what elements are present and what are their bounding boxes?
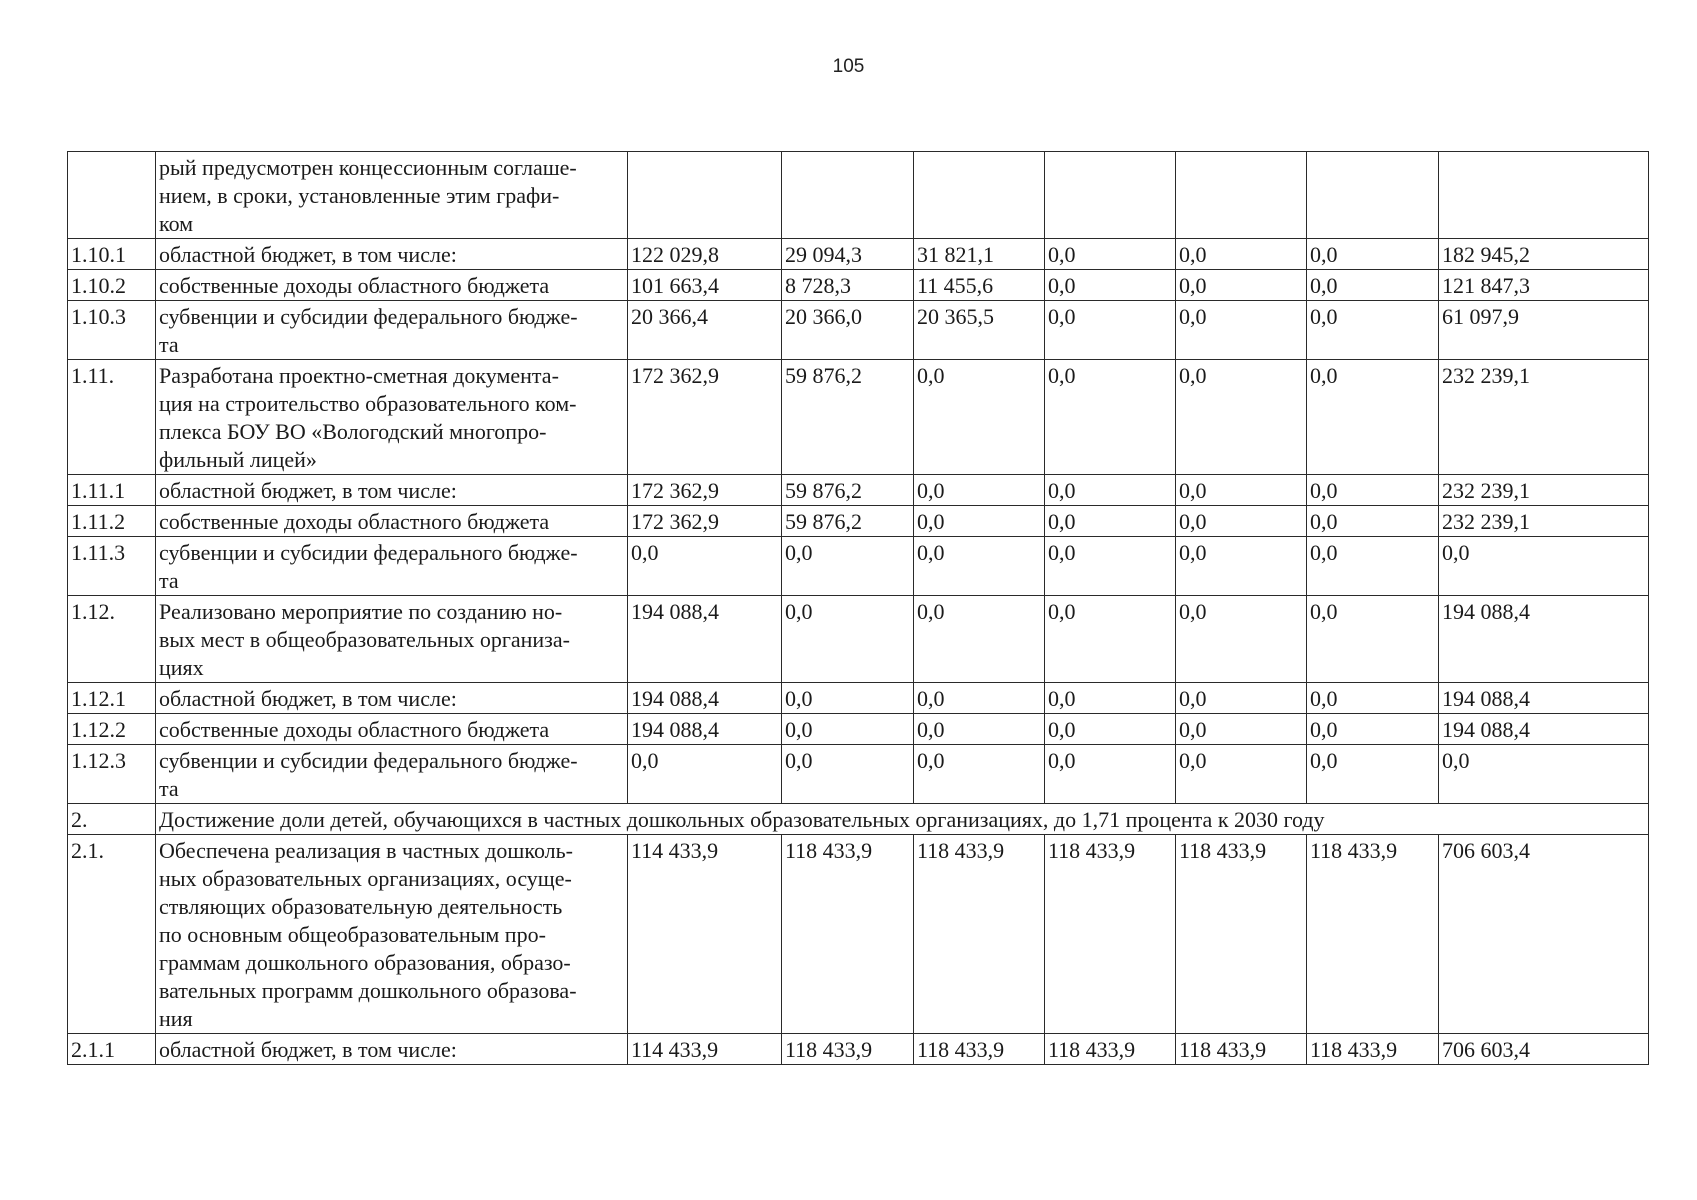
value-cell: 706 603,4 xyxy=(1439,1034,1649,1065)
value-cell: 0,0 xyxy=(1045,301,1176,360)
value-cell: 59 876,2 xyxy=(782,506,914,537)
row-code: 1.11.1 xyxy=(68,475,156,506)
value-cell: 118 433,9 xyxy=(782,1034,914,1065)
description-line: вательных программ дошкольного образова- xyxy=(159,978,577,1003)
description-line: областной бюджет, в том числе: xyxy=(159,242,457,267)
description-line: субвенции и субсидии федерального бюдже- xyxy=(159,748,578,773)
description-line: собственные доходы областного бюджета xyxy=(159,717,550,742)
value-cell: 118 433,9 xyxy=(1307,835,1439,1034)
value-cell xyxy=(628,152,782,239)
description-line: Разработана проектно-сметная документа- xyxy=(159,363,559,388)
row-code: 1.12.1 xyxy=(68,683,156,714)
row-code: 1.10.3 xyxy=(68,301,156,360)
value-cell: 118 433,9 xyxy=(914,835,1045,1034)
value-cell: 11 455,6 xyxy=(914,270,1045,301)
value-cell: 118 433,9 xyxy=(1307,1034,1439,1065)
value-cell: 0,0 xyxy=(914,537,1045,596)
value-cell: 114 433,9 xyxy=(628,1034,782,1065)
description-line: ных образовательных организациях, осуще- xyxy=(159,866,572,891)
table-row xyxy=(68,683,1649,714)
value-cell: 194 088,4 xyxy=(628,714,782,745)
value-cell: 0,0 xyxy=(1307,506,1439,537)
row-description xyxy=(156,596,628,683)
value-cell: 121 847,3 xyxy=(1439,270,1649,301)
value-cell: 0,0 xyxy=(914,683,1045,714)
row-description xyxy=(156,475,628,506)
row-description xyxy=(156,714,628,745)
row-description xyxy=(156,152,628,239)
value-cell: 0,0 xyxy=(1307,683,1439,714)
value-cell xyxy=(914,152,1045,239)
row-code: 2.1. xyxy=(68,835,156,1034)
row-code: 1.11. xyxy=(68,360,156,475)
table-row xyxy=(68,270,1649,301)
value-cell xyxy=(782,152,914,239)
value-cell: 0,0 xyxy=(1045,683,1176,714)
row-code: 1.12. xyxy=(68,596,156,683)
value-cell: 118 433,9 xyxy=(782,835,914,1034)
value-cell: 0,0 xyxy=(1176,239,1307,270)
row-description xyxy=(156,537,628,596)
value-cell: 0,0 xyxy=(1307,745,1439,804)
value-cell: 29 094,3 xyxy=(782,239,914,270)
row-description xyxy=(156,683,628,714)
description-line: ствляющих образовательную деятельность xyxy=(159,894,563,919)
value-cell: 0,0 xyxy=(914,360,1045,475)
row-code: 2. xyxy=(68,804,156,835)
row-description xyxy=(156,239,628,270)
value-cell: 0,0 xyxy=(1439,745,1649,804)
value-cell xyxy=(1307,152,1439,239)
table-row xyxy=(68,537,1649,596)
table-row xyxy=(68,360,1649,475)
value-cell: 232 239,1 xyxy=(1439,475,1649,506)
value-cell: 194 088,4 xyxy=(628,683,782,714)
value-cell: 0,0 xyxy=(1176,537,1307,596)
description-line: та xyxy=(159,776,179,801)
value-cell: 194 088,4 xyxy=(628,596,782,683)
row-code: 2.1.1 xyxy=(68,1034,156,1065)
value-cell: 0,0 xyxy=(1176,506,1307,537)
row-description xyxy=(156,270,628,301)
description-line: собственные доходы областного бюджета xyxy=(159,509,550,534)
value-cell: 0,0 xyxy=(1307,596,1439,683)
table-row xyxy=(68,1034,1649,1065)
table-row xyxy=(68,835,1649,1034)
value-cell: 172 362,9 xyxy=(628,475,782,506)
value-cell: 194 088,4 xyxy=(1439,714,1649,745)
value-cell: 0,0 xyxy=(1307,714,1439,745)
table-row xyxy=(68,596,1649,683)
budget-table xyxy=(67,151,1649,1065)
value-cell: 182 945,2 xyxy=(1439,239,1649,270)
description-line: Реализовано мероприятие по созданию но- xyxy=(159,599,563,624)
description-line: субвенции и субсидии федерального бюдже- xyxy=(159,304,578,329)
value-cell: 20 366,4 xyxy=(628,301,782,360)
row-description xyxy=(156,745,628,804)
value-cell: 706 603,4 xyxy=(1439,835,1649,1034)
value-cell: 194 088,4 xyxy=(1439,596,1649,683)
value-cell: 0,0 xyxy=(628,537,782,596)
row-description xyxy=(156,835,628,1034)
value-cell: 0,0 xyxy=(782,596,914,683)
value-cell: 194 088,4 xyxy=(1439,683,1649,714)
value-cell: 118 433,9 xyxy=(1176,1034,1307,1065)
value-cell xyxy=(1439,152,1649,239)
row-code: 1.10.1 xyxy=(68,239,156,270)
value-cell: 118 433,9 xyxy=(1045,1034,1176,1065)
value-cell: 8 728,3 xyxy=(782,270,914,301)
value-cell: 0,0 xyxy=(1045,714,1176,745)
description-line: ком xyxy=(159,211,194,236)
value-cell: 0,0 xyxy=(1307,360,1439,475)
value-cell: 0,0 xyxy=(914,745,1045,804)
value-cell: 0,0 xyxy=(1307,475,1439,506)
row-code: 1.12.2 xyxy=(68,714,156,745)
value-cell: 0,0 xyxy=(1307,537,1439,596)
value-cell: 0,0 xyxy=(628,745,782,804)
table-row xyxy=(68,239,1649,270)
table-row xyxy=(68,714,1649,745)
value-cell: 0,0 xyxy=(1045,537,1176,596)
value-cell: 0,0 xyxy=(1307,239,1439,270)
budget-table-body xyxy=(68,152,1649,1065)
value-cell: 114 433,9 xyxy=(628,835,782,1034)
value-cell: 232 239,1 xyxy=(1439,360,1649,475)
value-cell: 122 029,8 xyxy=(628,239,782,270)
description-line: циях xyxy=(159,655,204,680)
row-description xyxy=(156,301,628,360)
section-title: Достижение доли детей, обучающихся в частных дошкольных образовательных организациях, до 1,71 процента к 2030 году xyxy=(156,804,1649,835)
row-code: 1.11.3 xyxy=(68,537,156,596)
value-cell: 232 239,1 xyxy=(1439,506,1649,537)
row-description xyxy=(156,506,628,537)
value-cell: 0,0 xyxy=(1045,506,1176,537)
value-cell: 0,0 xyxy=(914,596,1045,683)
value-cell: 20 365,5 xyxy=(914,301,1045,360)
value-cell: 118 433,9 xyxy=(1176,835,1307,1034)
value-cell: 0,0 xyxy=(1176,714,1307,745)
value-cell xyxy=(1045,152,1176,239)
table-row xyxy=(68,745,1649,804)
row-description xyxy=(156,360,628,475)
value-cell: 0,0 xyxy=(782,714,914,745)
description-line: граммам дошкольного образования, образо- xyxy=(159,950,571,975)
section-row xyxy=(68,804,1649,835)
value-cell: 0,0 xyxy=(1045,475,1176,506)
table-row xyxy=(68,152,1649,239)
description-line: Обеспечена реализация в частных дошколь- xyxy=(159,838,573,863)
value-cell: 0,0 xyxy=(1439,537,1649,596)
value-cell: 0,0 xyxy=(1176,683,1307,714)
description-line: рый предусмотрен концессионным соглаше- xyxy=(159,155,577,180)
value-cell: 0,0 xyxy=(914,506,1045,537)
value-cell: 0,0 xyxy=(914,714,1045,745)
value-cell: 0,0 xyxy=(1307,301,1439,360)
value-cell: 0,0 xyxy=(1045,596,1176,683)
description-line: субвенции и субсидии федерального бюдже- xyxy=(159,540,578,565)
value-cell: 0,0 xyxy=(1176,301,1307,360)
value-cell: 0,0 xyxy=(914,475,1045,506)
value-cell: 0,0 xyxy=(1045,270,1176,301)
row-code xyxy=(68,152,156,239)
row-code: 1.12.3 xyxy=(68,745,156,804)
description-line: та xyxy=(159,332,179,357)
value-cell: 0,0 xyxy=(1176,596,1307,683)
row-code: 1.10.2 xyxy=(68,270,156,301)
description-line: собственные доходы областного бюджета xyxy=(159,273,550,298)
value-cell: 101 663,4 xyxy=(628,270,782,301)
table-row xyxy=(68,301,1649,360)
row-code: 1.11.2 xyxy=(68,506,156,537)
value-cell: 0,0 xyxy=(1176,360,1307,475)
description-line: та xyxy=(159,568,179,593)
value-cell: 0,0 xyxy=(1176,270,1307,301)
table-row xyxy=(68,506,1649,537)
value-cell: 0,0 xyxy=(1176,475,1307,506)
value-cell: 0,0 xyxy=(1307,270,1439,301)
row-description xyxy=(156,1034,628,1065)
value-cell: 0,0 xyxy=(782,537,914,596)
value-cell: 172 362,9 xyxy=(628,360,782,475)
value-cell: 172 362,9 xyxy=(628,506,782,537)
value-cell: 59 876,2 xyxy=(782,360,914,475)
value-cell: 0,0 xyxy=(782,683,914,714)
description-line: по основным общеобразовательным про- xyxy=(159,922,546,947)
value-cell: 59 876,2 xyxy=(782,475,914,506)
value-cell xyxy=(1176,152,1307,239)
value-cell: 0,0 xyxy=(1045,745,1176,804)
description-line: нием, в сроки, установленные этим графи- xyxy=(159,183,560,208)
value-cell: 118 433,9 xyxy=(914,1034,1045,1065)
description-line: областной бюджет, в том числе: xyxy=(159,478,457,503)
value-cell: 31 821,1 xyxy=(914,239,1045,270)
description-line: вых мест в общеобразовательных организа- xyxy=(159,627,570,652)
description-line: плекса БОУ ВО «Вологодский многопро- xyxy=(159,419,547,444)
description-line: областной бюджет, в том числе: xyxy=(159,686,457,711)
value-cell: 0,0 xyxy=(782,745,914,804)
page-number: 105 xyxy=(832,56,865,77)
description-line: ния xyxy=(159,1006,193,1031)
value-cell: 61 097,9 xyxy=(1439,301,1649,360)
description-line: ция на строительство образовательного ком- xyxy=(159,391,577,416)
value-cell: 20 366,0 xyxy=(782,301,914,360)
table-row xyxy=(68,475,1649,506)
description-line: фильный лицей» xyxy=(159,447,317,472)
value-cell: 118 433,9 xyxy=(1045,835,1176,1034)
value-cell: 0,0 xyxy=(1045,239,1176,270)
value-cell: 0,0 xyxy=(1176,745,1307,804)
value-cell: 0,0 xyxy=(1045,360,1176,475)
description-line: областной бюджет, в том числе: xyxy=(159,1037,457,1062)
